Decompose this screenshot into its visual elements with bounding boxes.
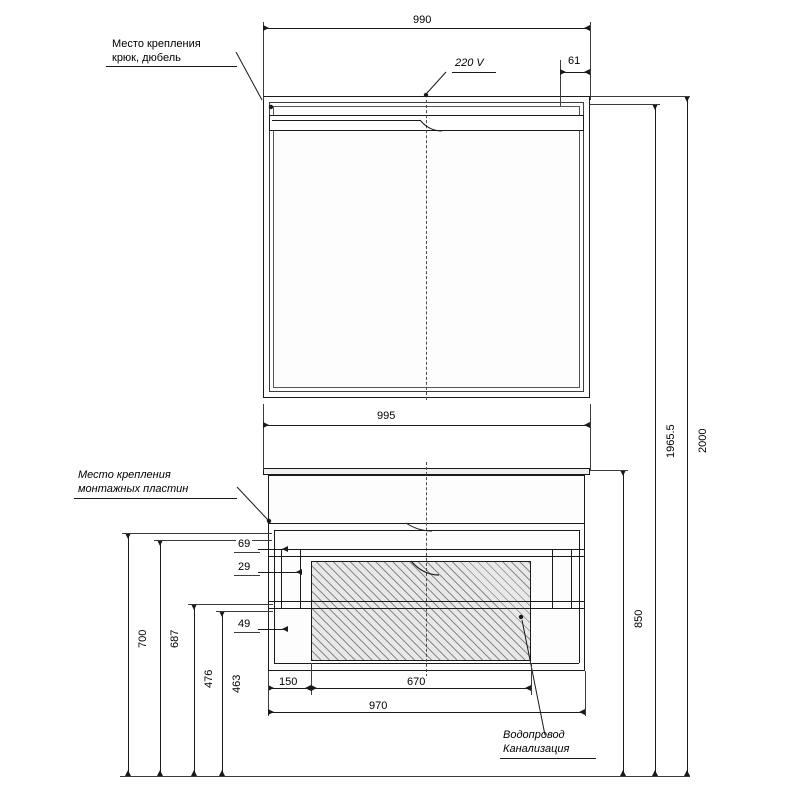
dim-49-arrow bbox=[282, 626, 288, 632]
dim-1965-text: 1965.5 bbox=[665, 424, 677, 458]
annotation-plumbing bbox=[503, 729, 569, 757]
dim-line-687 bbox=[160, 540, 161, 776]
annotation-plumbing-underline bbox=[500, 758, 596, 759]
dim-476-arrow-bottom bbox=[191, 770, 197, 776]
ext-line-670-right bbox=[531, 663, 532, 695]
dim-970-arrow-left bbox=[268, 709, 274, 715]
ext-line-counter-top bbox=[590, 470, 628, 471]
annotation-mount-plates-line2: монтажных пластин bbox=[78, 482, 189, 495]
dim-995-text: 995 bbox=[377, 410, 396, 422]
dim-line-700 bbox=[128, 533, 129, 776]
ext-line-cab-right bbox=[590, 404, 591, 470]
annotation-mount-plates-line1: Место крепления bbox=[78, 469, 171, 481]
annotation-mount-hook-underline bbox=[106, 66, 237, 67]
dim-687-text: 687 bbox=[169, 629, 181, 648]
annotation-plumbing-line2: Канализация bbox=[503, 742, 570, 755]
dim-150-text: 150 bbox=[279, 676, 298, 688]
annotation-mount-plates-underline bbox=[74, 498, 237, 499]
rail-connector-right-2 bbox=[571, 549, 572, 608]
annotation-power-text: 220 V bbox=[455, 57, 484, 69]
dim-69-arrow bbox=[282, 546, 288, 552]
annotation-mount-plates bbox=[78, 469, 188, 497]
ext-line-970-right bbox=[585, 671, 586, 716]
plumbing-zone-hatch bbox=[311, 561, 531, 661]
dim-990-arrow-left bbox=[263, 25, 269, 31]
dim-970-text: 970 bbox=[369, 700, 388, 712]
dim-687-arrow-bottom bbox=[157, 770, 163, 776]
ext-line-463-top bbox=[216, 611, 273, 612]
dim-line-970 bbox=[268, 712, 585, 713]
dim-463-text: 463 bbox=[231, 674, 243, 693]
ext-line-476-top bbox=[188, 604, 273, 605]
dim-995-arrow-right bbox=[584, 422, 590, 428]
dim-2000-text: 2000 bbox=[697, 428, 709, 453]
annotation-mount-hook-line1: Место крепления bbox=[112, 38, 201, 50]
dim-29-arrow bbox=[296, 569, 302, 575]
ext-line-mirror-left bbox=[263, 22, 264, 100]
annotation-mount-hook-line2: крюк, дюбель bbox=[112, 51, 181, 64]
annotation-power bbox=[455, 57, 484, 71]
dim-970-arrow-right bbox=[579, 709, 585, 715]
dim-line-850 bbox=[623, 470, 624, 776]
annotation-plumbing-line1: Водопровод bbox=[503, 729, 565, 741]
dim-476-text: 476 bbox=[203, 669, 215, 688]
dim-line-995 bbox=[263, 425, 590, 426]
dim-69-underline bbox=[234, 552, 260, 553]
ext-line-687-top bbox=[154, 540, 272, 541]
floor-line bbox=[120, 776, 690, 777]
dim-29-text: 29 bbox=[238, 561, 251, 573]
dim-49-underline bbox=[234, 632, 260, 633]
dim-49-text: 49 bbox=[238, 618, 251, 630]
dim-463-arrow-bottom bbox=[219, 770, 225, 776]
mirror-center-axis bbox=[426, 100, 427, 400]
mounting-rail-lower bbox=[268, 601, 585, 602]
dim-990-text: 990 bbox=[413, 14, 432, 26]
dim-61-arrow-right bbox=[584, 69, 590, 75]
mirror-light-strip-inner-line bbox=[272, 120, 420, 121]
ext-line-700-top bbox=[122, 533, 272, 534]
dim-line-670 bbox=[311, 688, 531, 689]
dim-670-arrow-left bbox=[311, 685, 317, 691]
dim-line-463 bbox=[222, 611, 223, 776]
dim-670-arrow-right bbox=[525, 685, 531, 691]
annotation-mount-hook bbox=[112, 38, 201, 66]
dim-line-2000 bbox=[687, 96, 688, 776]
dim-700-text: 700 bbox=[137, 629, 149, 648]
rail-connector-right-1 bbox=[552, 549, 553, 608]
dim-61-text: 61 bbox=[568, 55, 581, 67]
ext-line-mirror-right bbox=[590, 22, 591, 100]
dim-850-text: 850 bbox=[633, 609, 645, 628]
dim-61-arrow-left bbox=[560, 69, 566, 75]
dim-995-arrow-left bbox=[263, 422, 269, 428]
ext-line-cab-left bbox=[263, 404, 264, 470]
ext-line-top-2000 bbox=[590, 96, 690, 97]
ext-line-mirror-top-ref bbox=[590, 104, 660, 105]
annotation-power-underline bbox=[452, 72, 496, 73]
dim-line-476 bbox=[194, 604, 195, 776]
mounting-rail-lower-2 bbox=[268, 608, 585, 609]
dim-670-text: 670 bbox=[407, 676, 426, 688]
mounting-rail-upper bbox=[268, 549, 585, 550]
dim-990-arrow-right bbox=[584, 25, 590, 31]
dim-700-arrow-bottom bbox=[125, 770, 131, 776]
dim-29-underline bbox=[234, 575, 260, 576]
dim-line-1965 bbox=[655, 104, 656, 776]
dim-line-990 bbox=[263, 28, 590, 29]
dim-69-text: 69 bbox=[238, 538, 251, 550]
cabinet-center-axis bbox=[426, 462, 427, 677]
mounting-rail-upper-2 bbox=[268, 556, 585, 557]
ext-line-61-left bbox=[560, 60, 561, 106]
rail-connector-left-1 bbox=[281, 549, 282, 608]
rail-connector-left-2 bbox=[300, 549, 301, 608]
